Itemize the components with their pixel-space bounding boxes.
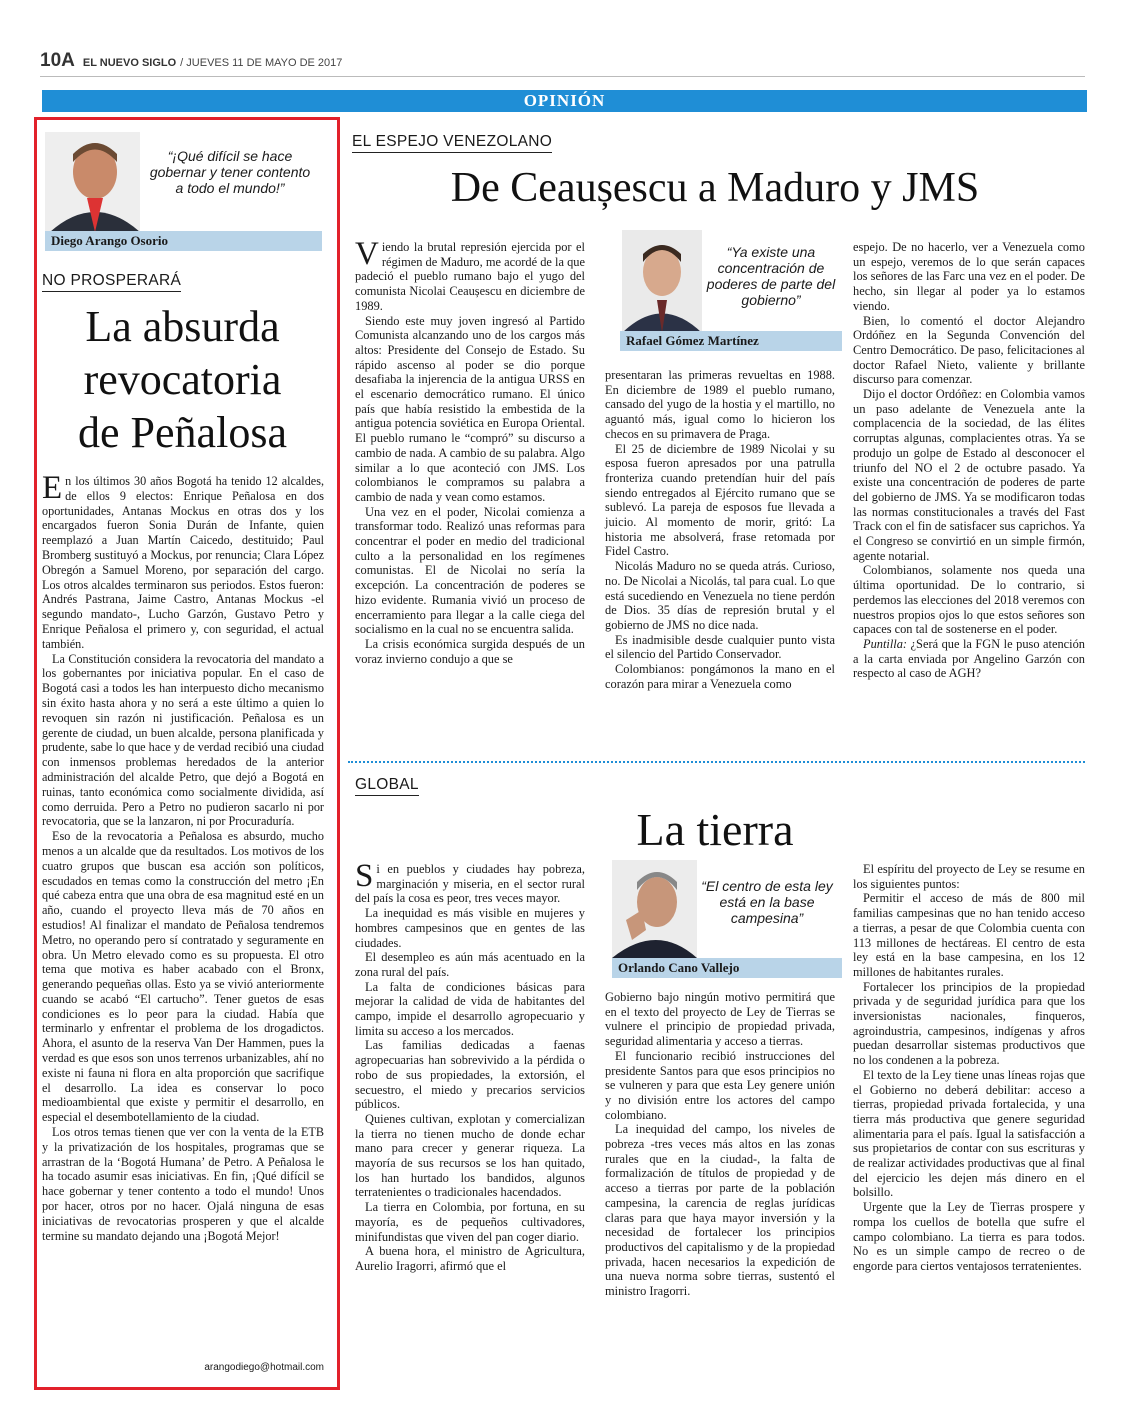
kicker: EL ESPEJO VENEZOLANO [352,133,552,153]
paragraph: Urgente que la Ley de Tierras prospere y rompa los cuellos de botella que sufre el campo colombiano. La tierra es para todos. No es un simple campo de recreo o de engorde para ciertos ventajosos terratenientes. [853,1200,1085,1273]
paragraph: Una vez en el poder, Nicolai comienza a transformar todo. Realizó unas reformas para concentrar el poder en medio del tradicional culto a la personalidad en los regímenes comunistas. El de Nicolai no sería la excepción. La concentración de poderes se hizo evidente. Rumania vivió un proceso de encerramiento para llegar a la calle ciega del socialismo en la cual no se encuentra salida. [355,504,585,637]
headline-line: de Peñalosa [78,408,287,457]
paragraph: Si en pueblos y ciudades hay pobreza, marginación y miseria, en el sector rural del país la cosa es peor, tres veces mayor. [355,858,585,906]
article-column [355,236,585,666]
paragraph: Permitir el acceso de más de 800 mil familias campesinas que no han tenido acceso a tierras, a pesar de que Colombia cuenta con 113 millones de hectáreas. El centro de esta ley está en la base campesina, en los 12 millones de habitantes rurales. [853,891,1085,979]
pull-quote: “Ya existe una concentración de poderes de parte del gobierno” [706,244,836,308]
paragraph: presentaran las primeras revueltas en 1988. En diciembre de 1989 el pueblo rumano, cansado del yugo de la hostia y el martillo, no aguantó más, igual como lo hicieron los checos en su primavera de Praga. [605,368,835,441]
paragraph: Las familias dedicadas a faenas agropecuarias han sobrevivido a la pérdida o robo de sus propiedades, la extorsión, el secuestro, el miedo y precarios servicios públicos. [355,1038,585,1112]
paragraph: La inequidad del campo, los niveles de pobreza -tres veces más altos en las zonas rurales que en la ciudad-, la falta de formalización de títulos de propiedad y de acceso a tierras por parte de la población campesina, la carencia de reglas jurídicas claras para que haya mayor inversión y la necesidad de fortalecer los principios productivos del capitalismo y de la propiedad privada, hacen necesarios la expedición de una nueva norma sobre tierras, sustentó el ministro Iragorri. [605,1122,835,1299]
article-column [853,240,1085,681]
paragraph: El espíritu del proyecto de Ley se resume en los siguientes puntos: [853,862,1085,891]
headline-line: La absurda [85,302,280,351]
article-column [853,862,1085,1274]
paragraph: Es inadmisible desde cualquier punto vista el silencio del Partido Conservador. [605,632,835,662]
author-name: Diego Arango Osorio [45,231,322,251]
paper-name: EL NUEVO SIGLO [82,57,177,69]
kicker: GLOBAL [355,776,419,796]
paragraph: El texto de la Ley tiene unas líneas rojas que el Gobierno no deberá debilitar: acceso a tierras, propiedad privada fortalecida, y una tierra más productiva que genere seguridad alimentaria para el país. Igual la satisfacción a sus propietarios de contar con sus escrituras y de realizar actividades productivas que al final del ejercicio les dejen más dinero en el bolsillo. [853,1067,1085,1200]
paragraph: El funcionario recibió instrucciones del presidente Santos para que esos principios no se vulneren y para que esta Ley genere unión y no división entre los actores del campo colombiano. [605,1048,835,1122]
pull-quote: “El centro de esta ley está en la base campesina” [701,878,833,926]
paragraph: Eso de la revocatoria a Peñalosa es absurdo, mucho menos a un alcalde que da resultados. Los motivos de los cuatro grupos que buscan esa acción son políticos, escudados en temas como la construcción del metro ¡En qué cabeza entra que una obra de esa magnitud esté en un año, cuando el proyecto lleva más de 70 años en estudios! Al finalizar el mandato de Peñalosa tendremos Metro, no operando pero sí contratado y seguramente en obra. Un Metro elevado como es su propuesta. El otro tema que motiva es haber acabado con el Bronx, generando pequeñas ollas. Esto ya se vivió anteriormente cuando se acabó “El cartucho”. Tener guetos de esas condiciones es lo peor para la ciudad. Había que terminarlo y enfrentar el problema de los drogadictos. Ahora, el asunto de la reserva Van Der Hammen, pues la verdad es que esos son unos terrenos urbanizables, ahí no existe ni fauna ni flora en alta proporción que sacrifique el desarrollo. La idea es conservar lo poco medioambiental que existe y permitir el desarrollo, en especial el desembotellamiento de la ciudad. [42,829,324,1125]
paragraph: Colombianos, solamente nos queda una última oportunidad. De lo contrario, si perdemos las elecciones del 2018 veremos con nuestros propios ojos lo que estos señores son capaces con tal de sostenerse en el poder. [853,563,1085,637]
author-name: Rafael Gómez Martínez [620,331,842,351]
section-bar [42,90,1087,112]
article-body [42,470,324,1243]
article-column [605,990,835,1299]
paragraph: El desempleo es aún más acentuado en la zona rural del país. [355,950,585,979]
author-photo [612,860,697,958]
paragraph: Siendo este muy joven ingresó al Partido Comunista alcanzando uno de los cargos más altos: Presidente del Consejo de Estado. Su rápido ascenso al poder se dio porque desafiaba la injerencia de la antigua URSS en el escenario democrático rumano. El único país que había resistido la embestida de la antigua potencia soviética en Europa Oriental. El pueblo rumano le “compró” su discurso a cambio de nada. A cambio de su palabra. Algo similar a lo que aconteció con JMS. Los colombianos le compramos su palabra a cambio de nada y vean como estamos. [355,313,585,504]
drop-cap: S [355,858,374,894]
paragraph: La tierra en Colombia, por fortuna, en su mayoría, es de pequeños cultivadores, minifundistas que viven del pan coger diario. [355,1200,585,1244]
page-header [40,50,1085,77]
kicker: NO PROSPERARÁ [42,272,181,292]
paragraph: La Constitución considera la revocatoria del mandato a los gobernantes por iniciativa popular. En el caso de Bogotá casi a todos les han interpuesto dicho mecanismo sin éxito hasta ahora y no será a este último a quien lo revoquen sin razón ni justificación. Peñalosa es un gerente de ciudad, un buen alcalde, persona planificada y prudente, sabe lo que hace y de verdad recibió una ciudad con inmensos problemas heredados de la anterior administración del alcalde Petro, que dejó a Bogotá en ruinas, tanto económica como socialmente dividida, así como derruida. Pero a Petro no pudieron sacarlo ni por revocatoria, que se la lanzaron, ni por Procuraduría. [42,651,324,829]
paragraph: La falta de condiciones básicas para mejorar la calidad de vida de habitantes del campo, impide el desarrollo agropecuario y limita su acceso a los mercados. [355,979,585,1038]
paragraph: Los otros temas tienen que ver con la venta de la ETB y la privatización de los hospitales, programas que se arrastran de la ‘Bogotá Humana’ de Petro. A Peñalosa le ha tocado asumir esas iniciativas. En fin, ¡Qué difícil se hace gobernar y tener contento a todo el mundo! Unos por hacer, otros por no hacer. Ojalá ninguna de esas iniciativas de revocatorias prosperen y que el alcalde termine su mandato dejando una ¡Bogotá Mejor! [42,1125,324,1243]
paragraph: El 25 de diciembre de 1989 Nicolai y su esposa fueron apresados por una patrulla fronteriza cuando pretendían huir del país siendo entregados al Ejército rumano que se sublevó. La pareja de esposos fue llevada a juicio. Al momento de morir, gritó: La historia me absolverá, frase retomada por Fidel Castro. [605,441,835,559]
paragraph: espejo. De no hacerlo, ver a Venezuela como un espejo, veremos de lo que serán capaces los señores de las Farc una vez en el poder. De hecho, sin llegar al poder ya lo estamos viendo. [853,240,1085,313]
paragraph: Colombianos: pongámonos la mano en el corazón para mirar a Venezuela como [605,662,835,691]
headline: De Ceaușescu a Maduro y JMS [450,165,980,211]
paragraph: La crisis económica surgida después de un voraz invierno condujo a que se [355,636,585,666]
drop-cap: E [42,470,63,506]
paragraph: Fortalecer los principios de la propiedad privada y de seguridad jurídica para que los inversionistas nacionales, finqueros, agroindustria, campesinos, indígenas y afros puedan desarrollar sistemas productivos que no los condenen a la pobreza. [853,979,1085,1068]
headline-line: revocatoria [83,355,282,404]
puntilla-label: Puntilla: [863,636,908,651]
paragraph: La inequidad es más visible en mujeres y hombres campesinos que en gentes de las ciudades. [355,906,585,950]
article-column [355,858,585,1274]
paragraph: Dijo el doctor Ordóñez: en Colombia vamos un paso adelante de Venezuela ante la complacencia de la sociedad, de las élites corruptas algunas, complacientes otras. Ya se produjo un golpe de Estado al desconocer el triunfo del NO el 2 de octubre pasado. Ya existe una concentración de poderes de parte del gobierno de JMS. Ya se modificaron todas las normas constitucionales a través del Fast Track con el fin de satisfacer sus caprichos. Ya el Congreso se convirtió en un simple firmón, agente notarial. [853,387,1085,563]
headline [40,300,325,459]
puntilla-text: ¿Será que la FGN le puso atención a la carta enviada por Angelino Garzón con respecto al caso de AGH? [853,636,1085,681]
author-email[interactable]: arangodiego@hotmail.com [204,1362,324,1373]
section-label: OPINIÓN [523,91,606,110]
paragraph: Nicolás Maduro no se queda atrás. Curioso, no. De Nicolai a Nicolás, tal para cual. Lo que está sucediendo en Venezuela no tiene perdón de Dios. 35 días de represión brutal y el gobierno de JMS no dice nada. [605,559,835,632]
headline: La tierra [636,804,794,855]
drop-cap: V [355,236,379,272]
author-photo [622,230,702,333]
paragraph [853,637,1085,681]
author-name: Orlando Cano Vallejo [612,958,842,978]
page-date: / JUEVES 11 DE MAYO DE 2017 [180,57,343,69]
paragraph: Viendo la brutal represión ejercida por el régimen de Maduro, me acordé de la que padeció el pueblo rumano bajo el yugo del comunista Nicolai Ceaușescu en diciembre de 1989. [355,236,585,313]
section-divider [348,761,1085,763]
article-column [605,368,835,691]
paragraph: A buena hora, el ministro de Agricultura, Aurelio Iragorri, afirmó que el [355,1244,585,1273]
paragraph: Quienes cultivan, explotan y comercializan la tierra no tienen mucho de donde echar mano para crecer y generar riqueza. La mayoría de sus recursos se los han quitado, los han hurtado los bandidos, algunos terratenientes o tradicionales hacendados. [355,1111,585,1200]
paragraph: En los últimos 30 años Bogotá ha tenido 12 alcaldes, de ellos 9 electos: Enrique Peñalosa en dos oportunidades, Antanas Mockus en otras dos y los encargados fueron Sonia Durán de Infante, quien reemplazó a Juan Martín Caicedo, destituido; Paul Bromberg sustituyó a Mockus, por renuncia; Clara López Obregón a Samuel Moreno, por separación del cargo. Los otros alcaldes terminaron sus periodos. Estos fueron: Andrés Pastrana, Jaime Castro, Antanas Mockus -el segundo mandato-, Lucho Garzón, Gustavo Petro y Enrique Peñalosa el primero y, con seguridad, el actual también. [42,470,324,651]
paragraph: Bien, lo comentó el doctor Alejandro Ordóñez en la Segunda Convención del Centro Democrático. De paso, felicitaciones al doctor Rafael Nieto, valiente y brillante discurso para comenzar. [853,313,1085,387]
page-number: 10A [40,50,75,71]
author-photo [45,132,140,232]
pull-quote: “¡Qué difícil se hace gobernar y tener contento a todo el mundo!” [149,148,311,196]
paragraph: Gobierno bajo ningún motivo permitirá que en el texto del proyecto de Ley de Tierras se vulnere el principio de propiedad privada, seguridad alimentaria y acceso a tierras. [605,990,835,1049]
